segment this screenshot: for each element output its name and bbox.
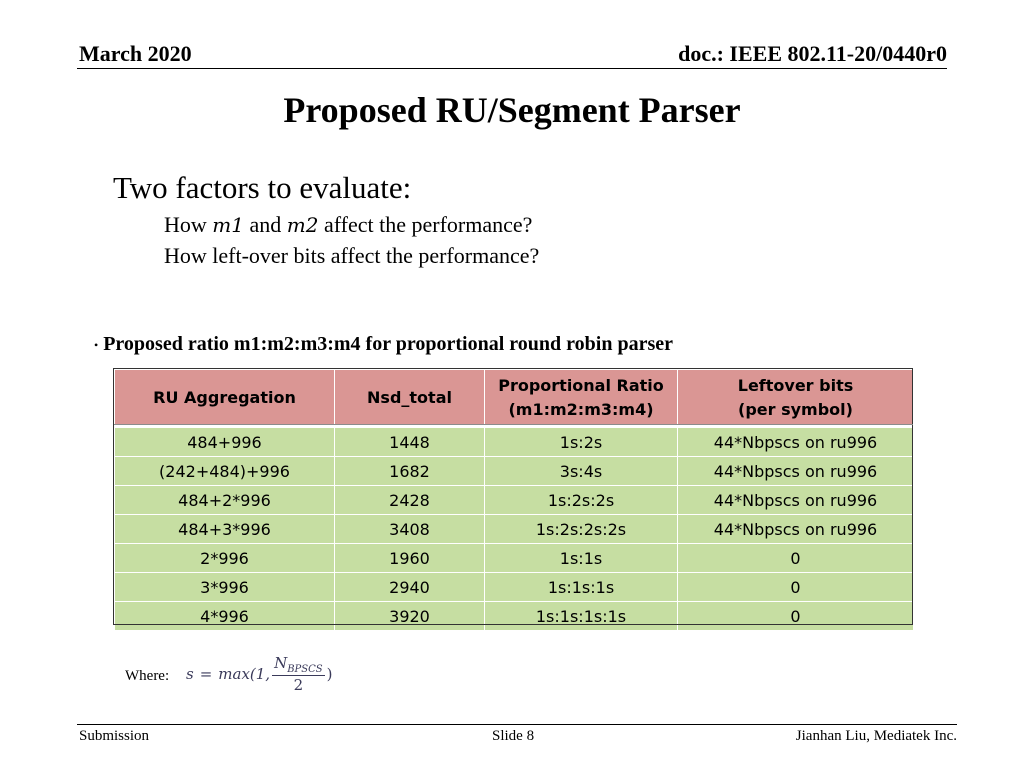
footer-rule — [77, 724, 957, 725]
footer-author: Jianhan Liu, Mediatek Inc. — [795, 728, 957, 744]
formula-equals: = — [199, 665, 213, 683]
header-date: March 2020 — [79, 41, 192, 66]
formula-denominator: 2 — [293, 676, 304, 694]
s-formula — [186, 651, 333, 697]
table-header-separator — [114, 424, 913, 425]
cell-leftover: 44*Nbpscs on ru996 — [678, 457, 914, 486]
intro-lead: Two factors to evaluate: — [113, 170, 412, 205]
where-label: Where: — [125, 668, 170, 684]
cell-ratio: 1s:2s — [485, 427, 678, 457]
cell-leftover: 0 — [678, 602, 914, 631]
formula-numerator: $N_{BPSCS}$ — [274, 654, 323, 675]
table-row — [115, 486, 914, 515]
cell-nsd-total: 2940 — [335, 573, 485, 602]
formula-fraction — [272, 654, 325, 694]
cell-leftover: 44*Nbpscs on ru996 — [678, 515, 914, 544]
cell-ru-aggregation: 484+2*996 — [115, 486, 335, 515]
cell-nsd-total: 3408 — [335, 515, 485, 544]
cell-ratio: 1s:2s:2s — [485, 486, 678, 515]
table-header-row — [115, 370, 914, 427]
cell-nsd-total: 1960 — [335, 544, 485, 573]
intro-question-1 — [164, 212, 532, 238]
bullet-dot-icon: • — [94, 337, 99, 352]
formula-close-paren: ) — [326, 665, 333, 683]
slide-title: Proposed RU/Segment Parser — [283, 90, 741, 130]
cell-nsd-total: 2428 — [335, 486, 485, 515]
q1-post: affect the performance? — [318, 212, 533, 237]
cell-ru-aggregation: 3*996 — [115, 573, 335, 602]
ru-aggregation-table — [114, 369, 914, 631]
table-row — [115, 602, 914, 631]
q1-pre: How — [164, 212, 213, 237]
cell-ratio: 1s:1s:1s — [485, 573, 678, 602]
col-header-ru-aggregation: RU Aggregation — [115, 370, 335, 427]
intro-question-2: How left-over bits affect the performance? — [164, 243, 540, 268]
table-row — [115, 427, 914, 457]
table-row — [115, 457, 914, 486]
cell-ru-aggregation: 2*996 — [115, 544, 335, 573]
formula-max: max(1, — [218, 665, 271, 683]
formula-lhs: s — [186, 665, 194, 683]
cell-leftover: 44*Nbpscs on ru996 — [678, 486, 914, 515]
col-header-leftover-bits: Leftover bits (per symbol) — [678, 370, 914, 427]
table-row — [115, 515, 914, 544]
table-row — [115, 544, 914, 573]
cell-leftover: 44*Nbpscs on ru996 — [678, 427, 914, 457]
q1-m1: m1 — [212, 213, 244, 237]
cell-ratio: 1s:1s — [485, 544, 678, 573]
cell-leftover: 0 — [678, 573, 914, 602]
bullet-text: Proposed ratio m1:m2:m3:m4 for proportional round robin parser — [103, 333, 674, 355]
cell-ru-aggregation: (242+484)+996 — [115, 457, 335, 486]
cell-ru-aggregation: 4*996 — [115, 602, 335, 631]
header-doc-id: doc.: IEEE 802.11-20/0440r0 — [678, 41, 947, 66]
col-header-nsd-total: Nsd_total — [335, 370, 485, 427]
cell-nsd-total: 1448 — [335, 427, 485, 457]
cell-ratio: 3s:4s — [485, 457, 678, 486]
col-header-proportional-ratio: Proportional Ratio (m1:m2:m3:m4) — [485, 370, 678, 427]
table-row — [115, 573, 914, 602]
header-rule — [77, 68, 947, 69]
q1-mid: and — [243, 212, 287, 237]
cell-nsd-total: 3920 — [335, 602, 485, 631]
footer-slide-number: Slide 8 — [492, 728, 535, 744]
cell-ru-aggregation: 484+996 — [115, 427, 335, 457]
cell-leftover: 0 — [678, 544, 914, 573]
bullet-item — [94, 333, 673, 356]
cell-ru-aggregation: 484+3*996 — [115, 515, 335, 544]
q1-m2: m2 — [286, 213, 319, 237]
cell-nsd-total: 1682 — [335, 457, 485, 486]
cell-ratio: 1s:2s:2s:2s — [485, 515, 678, 544]
cell-ratio: 1s:1s:1s:1s — [485, 602, 678, 631]
footer-submission: Submission — [79, 728, 150, 744]
